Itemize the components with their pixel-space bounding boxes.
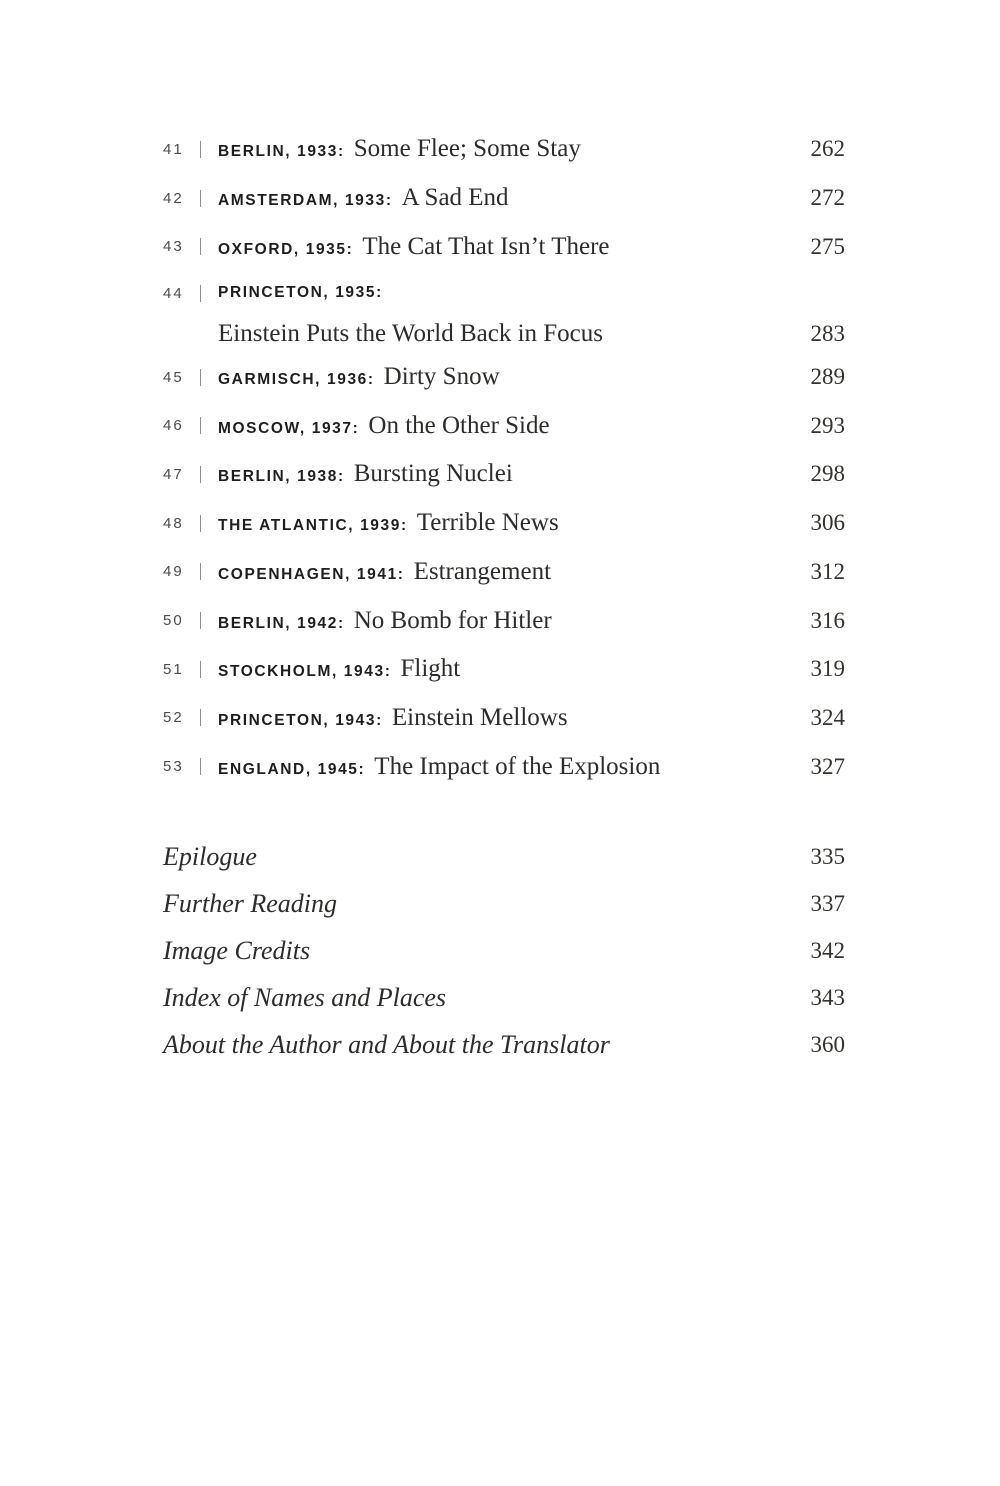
entry-text [218,135,789,163]
page-number: 319 [810,656,845,682]
toc-entry [163,548,845,597]
separator-bar [200,563,201,580]
page-number: 275 [810,233,845,259]
page-number: 324 [810,704,845,730]
separator-bar [200,709,201,726]
page-number: 283 [810,320,845,346]
backmatter-title: Further Reading [163,889,338,919]
chapter-title: The Impact of the Explosion [374,752,661,780]
separator-bar [200,285,201,302]
toc-entry [163,271,845,353]
entry-text [218,233,789,261]
chapter-list [163,125,845,791]
separator-bar [200,417,201,434]
chapter-title: A Sad End [401,184,509,212]
chapter-number: 48 [163,514,184,532]
separator-bar [200,238,201,255]
entry-text [218,184,789,212]
chapter-title: Flight [400,655,461,683]
entry-text [218,607,789,635]
separator-bar [200,661,201,678]
entry-text [218,460,789,488]
page-number: 293 [810,412,845,438]
page-number: 272 [810,185,845,211]
backmatter-entry [163,928,845,975]
chapter-location: BERLIN, 1933: [218,143,345,161]
backmatter-list [163,834,845,1069]
chapter-number: 42 [163,189,184,207]
separator-bar [200,758,201,775]
page-number: 306 [810,510,845,536]
chapter-location: ENGLAND, 1945: [218,760,366,778]
entry-text [218,284,845,302]
chapter-number: 49 [163,563,184,581]
chapter-title: No Bomb for Hitler [353,606,552,634]
toc-entry [163,353,845,402]
toc-entry [163,596,845,645]
toc-entry [163,499,845,548]
chapter-location: STOCKHOLM, 1943: [218,663,392,681]
backmatter-entry [163,881,845,928]
chapter-number: 41 [163,140,184,158]
chapter-number: 50 [163,612,184,630]
page-number: 316 [810,607,845,633]
table-of-contents-page [163,125,845,1069]
backmatter-title: About the Author and About the Translator [163,1030,610,1060]
page-number: 298 [810,461,845,487]
chapter-title: Terrible News [416,509,559,537]
chapter-location: GARMISCH, 1936: [218,371,375,389]
chapter-title: The Cat That Isn’t There [362,232,610,260]
chapter-location: BERLIN, 1942: [218,614,345,632]
toc-entry [163,174,845,223]
chapter-number: 45 [163,368,184,386]
chapter-title: Estrangement [413,557,552,585]
toc-entry [163,401,845,450]
chapter-location: MOSCOW, 1937: [218,419,360,437]
chapter-number: 47 [163,465,184,483]
backmatter-entry [163,1022,845,1069]
toc-entry [163,694,845,743]
chapter-title: Bursting Nuclei [353,460,513,488]
page-number: 289 [810,364,845,390]
backmatter-title: Index of Names and Places [163,983,447,1013]
entry-text [218,363,789,391]
backmatter-title: Image Credits [163,936,311,966]
chapter-number: 53 [163,758,184,776]
entry-text [218,655,789,683]
toc-entry [163,222,845,271]
page-number: 262 [810,136,845,162]
page-number: 342 [810,938,845,964]
chapter-title: Some Flee; Some Stay [353,135,581,163]
chapter-location: AMSTERDAM, 1933: [218,192,393,210]
separator-bar [200,369,201,386]
entry-text [218,509,789,537]
chapter-location: BERLIN, 1938: [218,468,345,486]
chapter-title: Einstein Mellows [391,703,568,731]
page-number: 343 [810,985,845,1011]
separator-bar [200,466,201,483]
entry-line-1 [163,271,845,315]
chapter-number: 51 [163,660,184,678]
page-number: 337 [810,891,845,917]
entry-text [218,558,789,586]
separator-bar [200,190,201,207]
toc-entry [163,125,845,174]
toc-entry [163,450,845,499]
chapter-number: 52 [163,709,184,727]
page-number: 335 [810,844,845,870]
separator-bar [200,612,201,629]
separator-bar [200,141,201,158]
page-number: 312 [810,558,845,584]
entry-text [218,753,789,781]
chapter-title: On the Other Side [368,411,550,439]
chapter-location: COPENHAGEN, 1941: [218,565,405,583]
backmatter-entry [163,834,845,881]
separator-bar [200,515,201,532]
entry-text [218,320,789,348]
page-number: 327 [810,753,845,779]
chapter-location: PRINCETON, 1943: [218,711,383,729]
chapter-location: OXFORD, 1935: [218,240,354,258]
backmatter-entry [163,975,845,1022]
entry-line-2 [163,315,845,352]
toc-entry [163,645,845,694]
chapter-number: 43 [163,238,184,256]
page-number: 360 [810,1032,845,1058]
chapter-title: Einstein Puts the World Back in Focus [218,319,604,347]
entry-text [218,704,789,732]
chapter-number: 46 [163,417,184,435]
backmatter-title: Epilogue [163,842,257,872]
chapter-location: PRINCETON, 1935: [218,284,383,302]
entry-text [218,412,789,440]
chapter-number: 44 [163,284,184,302]
chapter-title: Dirty Snow [383,363,500,391]
chapter-location: THE ATLANTIC, 1939: [218,517,408,535]
toc-entry [163,742,845,791]
